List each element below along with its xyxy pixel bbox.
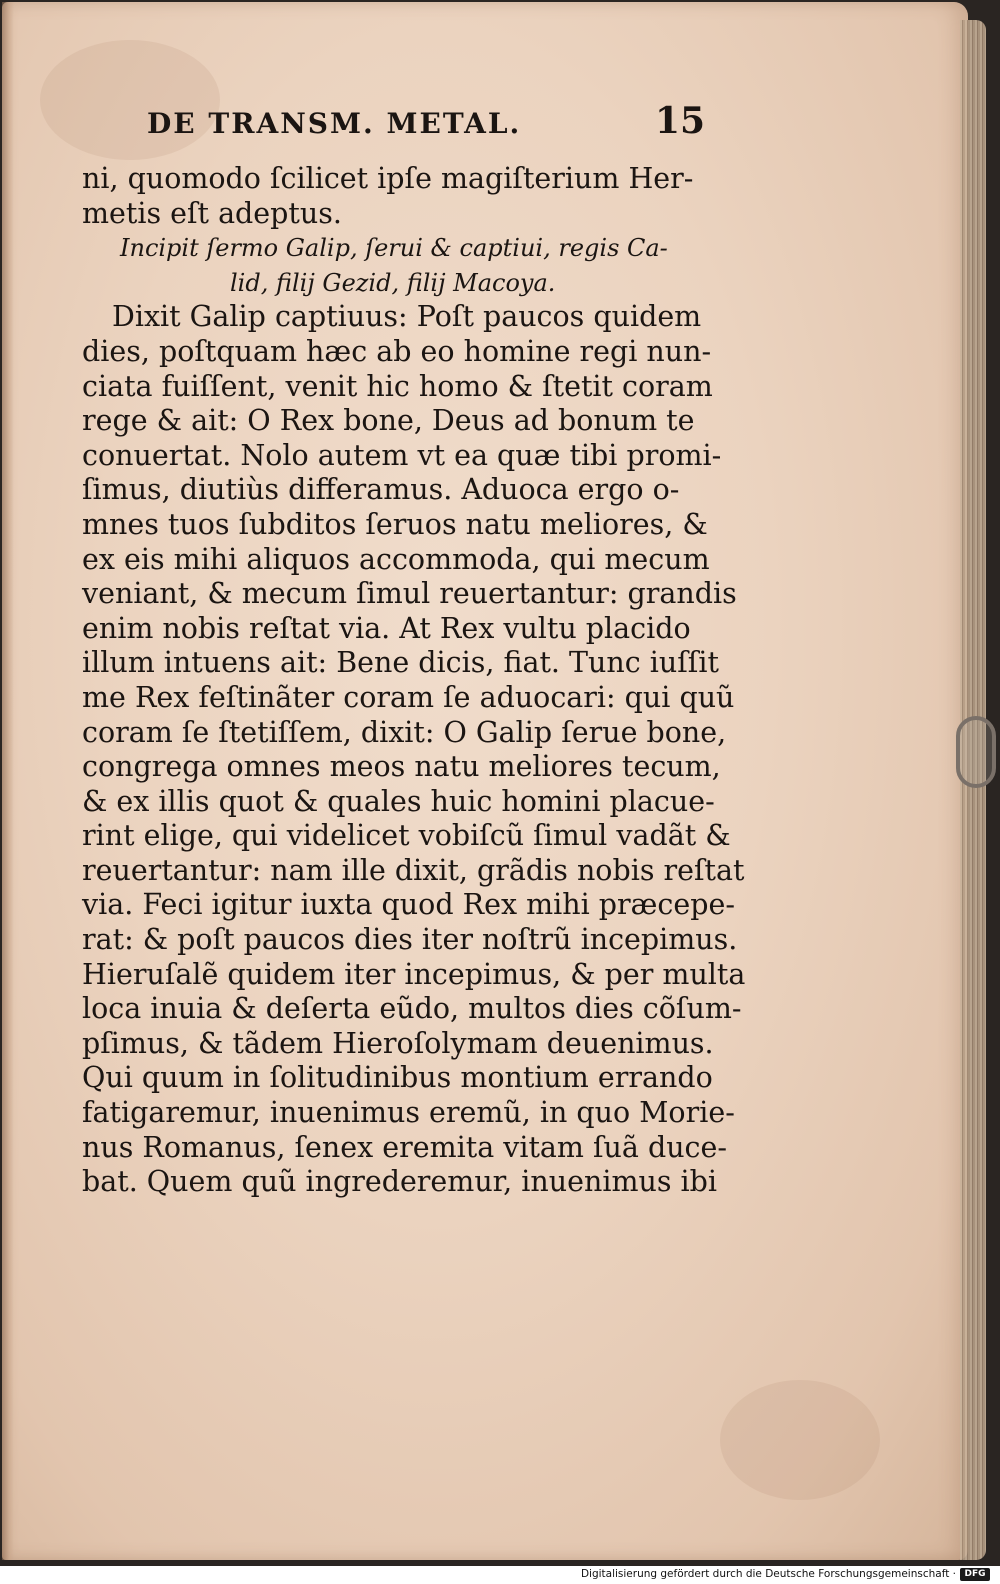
text-line: enim nobis reſtat via. At Rex vultu placido bbox=[82, 611, 691, 645]
text-line: congrega omnes meos natu meliores tecum, bbox=[82, 750, 721, 784]
text-line: nus Romanus, ſenex eremita vitam ſuã duce- bbox=[82, 1130, 728, 1164]
incipit-line: lid, filij Gezid, filij Macoya. bbox=[230, 268, 556, 297]
text-line: conuertat. Nolo autem vt ea quæ tibi promi- bbox=[82, 438, 722, 472]
text-line: dies, poſtquam hæc ab eo homine regi nun- bbox=[82, 334, 712, 368]
text-line: pſimus, & tãdem Hieroſolymam deuenimus. bbox=[82, 1026, 714, 1060]
running-head-title: DE TRANSM. METAL. bbox=[147, 107, 522, 140]
text-line: via. Feci igitur iuxta quod Rex mihi præcepe- bbox=[82, 888, 735, 922]
text-line: ni, quomodo ſcilicet ipſe magiſterium Her- bbox=[82, 162, 694, 195]
text-line: ciata fuiſſent, venit hic homo & ſtetit coram bbox=[82, 369, 713, 403]
main-text bbox=[82, 162, 745, 1200]
text-line: rint elige, qui videlicet vobiſcũ ſimul vadãt & bbox=[82, 819, 731, 853]
paper-stain bbox=[720, 1380, 880, 1500]
paper-stain bbox=[40, 40, 220, 160]
text-line: rege & ait: O Rex bone, Deus ad bonum te bbox=[82, 404, 695, 438]
text-line: Hieruſalẽ quidem iter incepimus, & per multa bbox=[82, 957, 746, 991]
text-line: Dixit Galip captiuus: Poſt paucos quidem bbox=[112, 300, 702, 334]
text-line: Qui quum in ſolitudinibus montium errando bbox=[82, 1061, 713, 1095]
page-gutter bbox=[2, 2, 14, 1560]
text-line: metis eſt adeptus. bbox=[82, 196, 342, 230]
text-line: fatigaremur, inuenimus eremũ, in quo Morie- bbox=[82, 1096, 735, 1130]
text-line: me Rex feſtinãter coram ſe aduocari: qui quũ bbox=[82, 680, 735, 714]
page-edges bbox=[960, 20, 986, 1560]
text-line: & ex illis quot & quales huic homini placue- bbox=[82, 784, 715, 818]
text-line: ſimus, diutiùs differamus. Aduoca ergo o- bbox=[82, 473, 680, 507]
dfg-logo: DFG bbox=[960, 1568, 990, 1581]
text-line: rat: & poſt paucos dies iter noſtrũ incepimus. bbox=[82, 923, 738, 957]
incipit-line: Incipit ſermo Galip, ſerui & captiui, regis Ca- bbox=[120, 234, 668, 263]
clasp-ring bbox=[956, 716, 996, 788]
folio-number: 15 bbox=[655, 100, 706, 142]
text-line: illum intuens ait: Bene dicis, fiat. Tunc iuſſit bbox=[82, 646, 719, 680]
text-line: mnes tuos ſubditos ſeruos natu meliores, & bbox=[82, 507, 708, 541]
text-line: veniant, & mecum ſimul reuertantur: grandis bbox=[82, 577, 737, 611]
text-line: bat. Quem quũ ingrederemur, inuenimus ibi bbox=[82, 1165, 717, 1199]
text-line: loca inuia & deſerta eũdo, multos dies cõſum- bbox=[82, 992, 742, 1026]
text-line: reuertantur: nam ille dixit, grãdis nobis reſtat bbox=[82, 853, 745, 887]
digitization-credit: Digitalisierung gefördert durch die Deutsche Forschungsgemeinschaft · bbox=[580, 1568, 956, 1580]
text-line: coram ſe ſtetiſſem, dixit: O Galip ſerue bone, bbox=[82, 715, 727, 749]
text-line: ex eis mihi aliquos accommoda, qui mecum bbox=[82, 542, 710, 576]
